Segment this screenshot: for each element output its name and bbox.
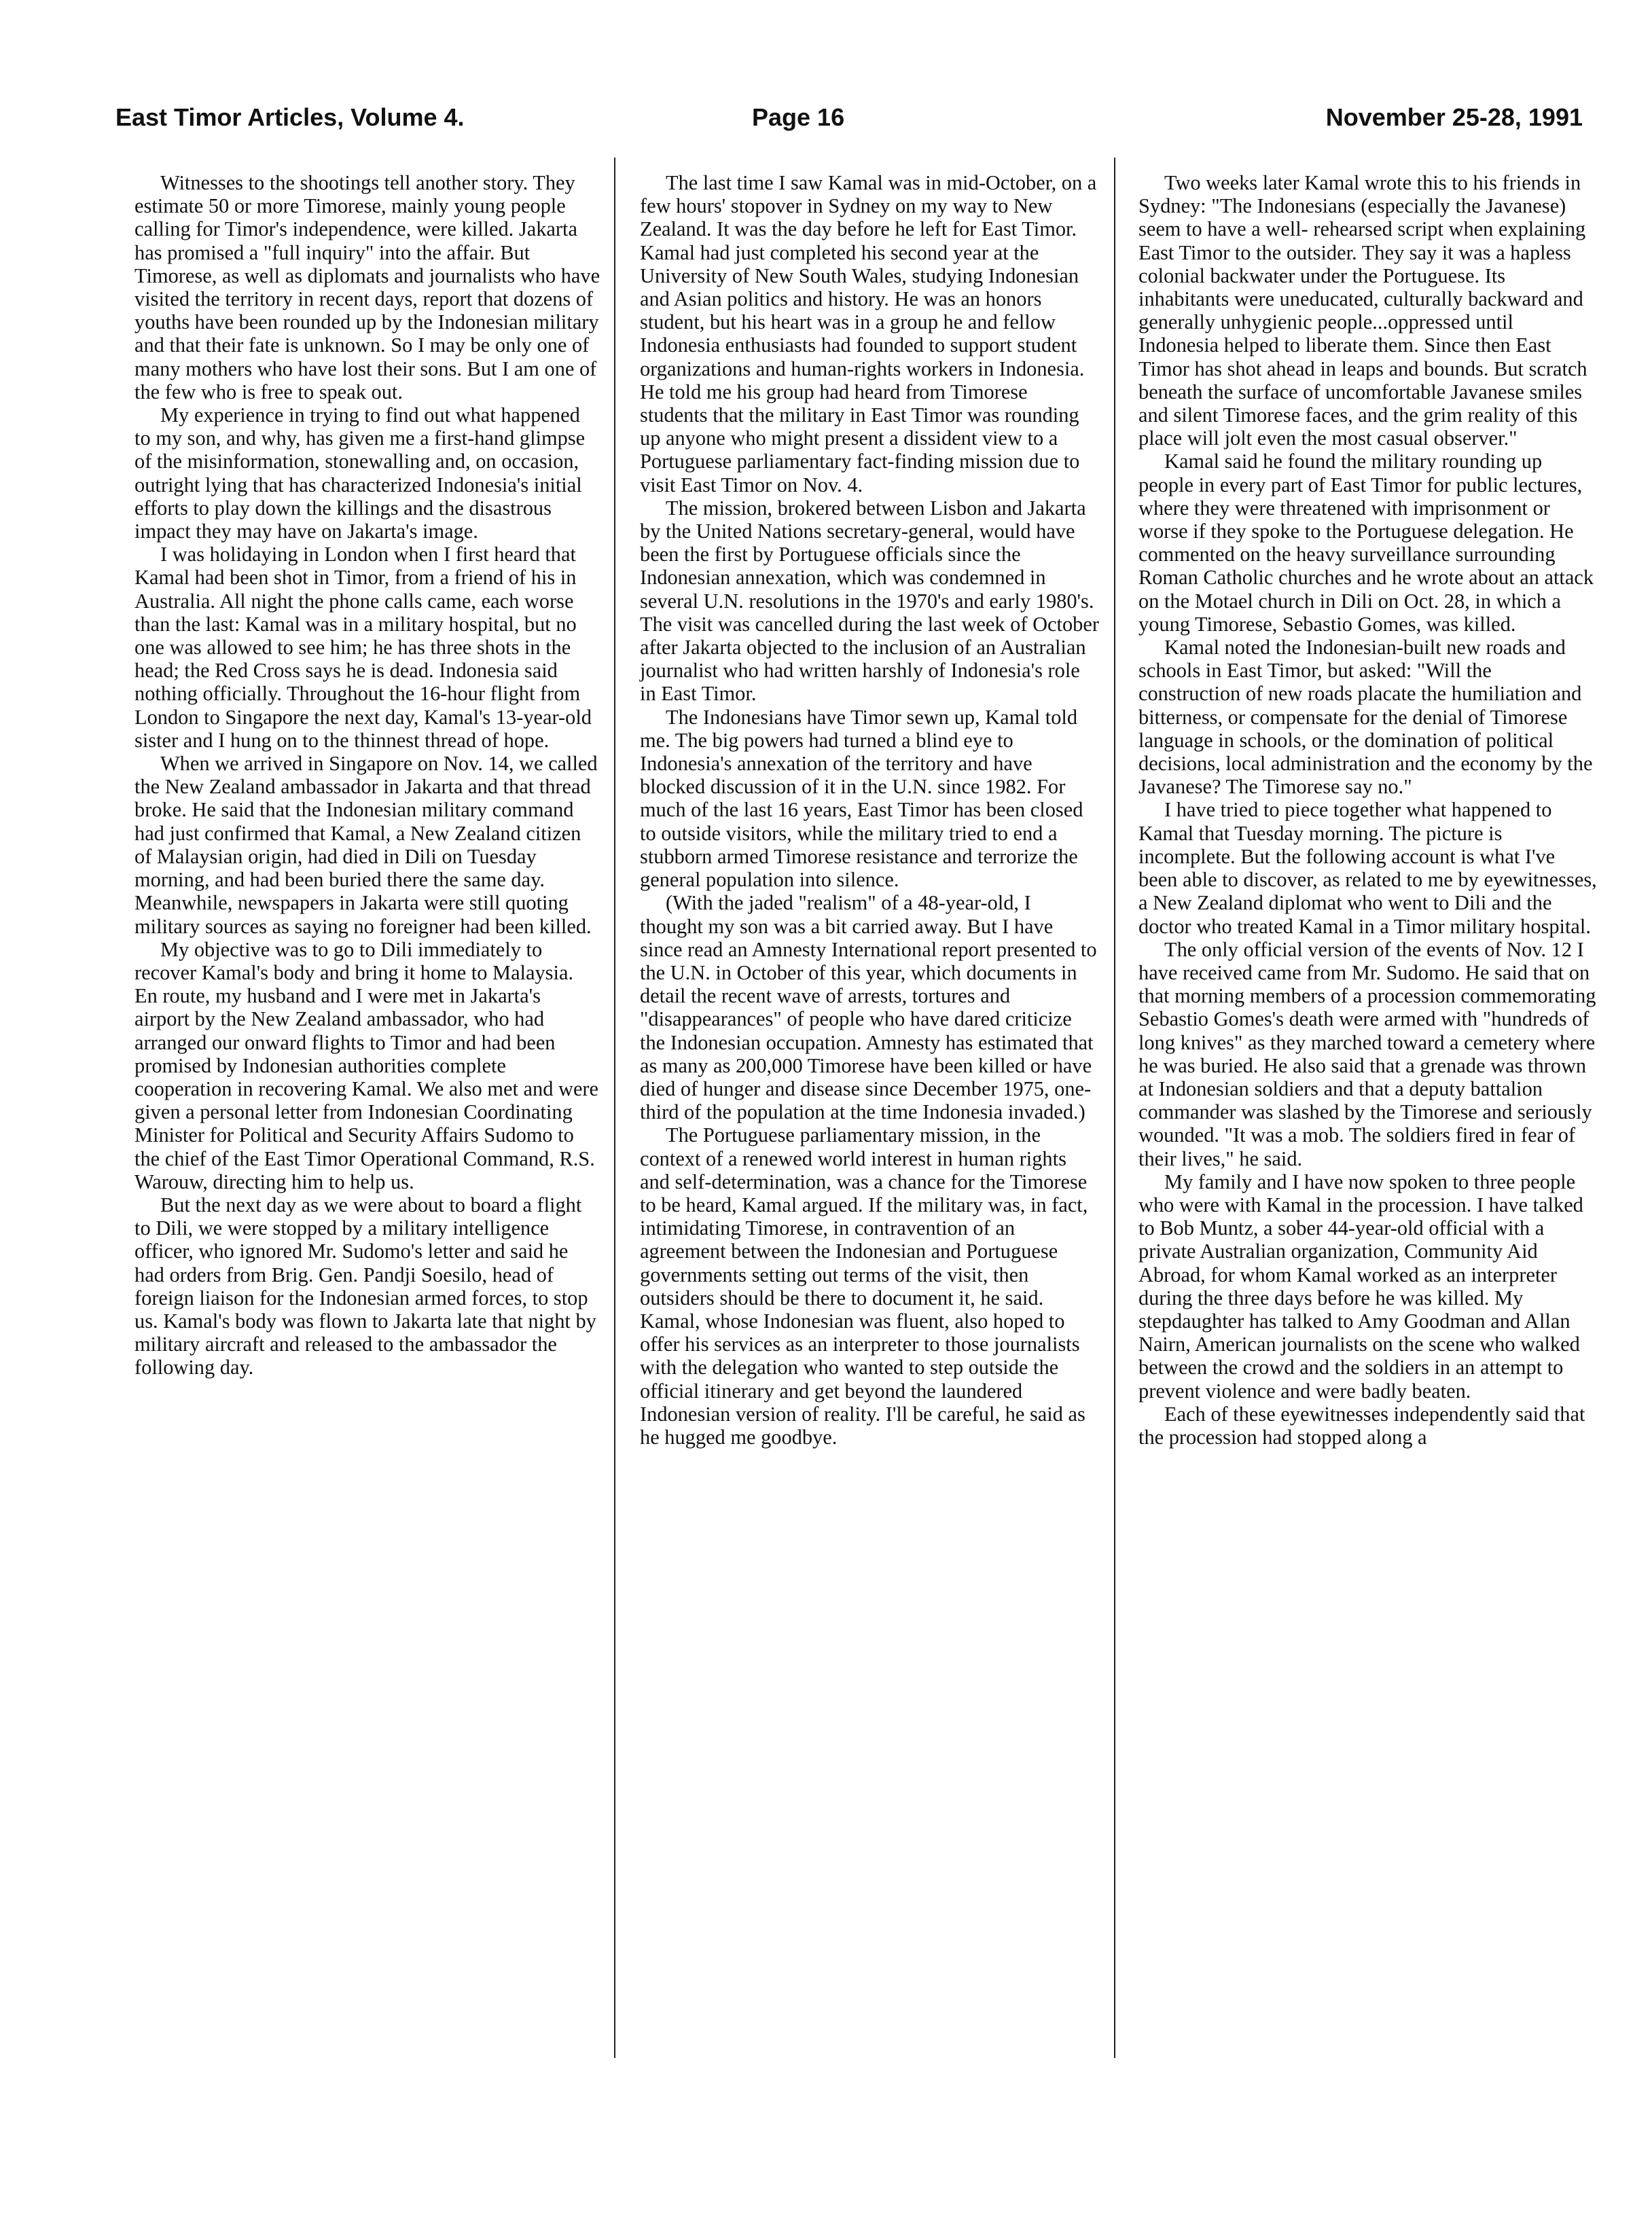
paragraph: Two weeks later Kamal wrote this to his friends in Sydney: "The Indonesians (especially the Javanese) seem to have a well- rehearsed script when explaining East Timor to the outsider. They say it was a hapless colonial backwater under the Portuguese. Its inhabitants were uneducated, culturally backward and generally unhygienic people...oppressed until Indonesia helped to liberate them. Since then East Timor has shot ahead in leaps and bounds. But scratch beneath the surface of uncomfortable Javanese smiles and silent Timorese faces, and the grim reality of this place will jolt even the most casual observer." <box>1138 171 1587 450</box>
paragraph: Kamal noted the Indonesian-built new roads and schools in East Timor, but asked: "Will the construction of new roads placate the humiliation and bitterness, or compensate for the denial of Timorese language in schools, or the domination of political decisions, local administration and the economy by the Javanese? The Timorese say no." <box>1138 636 1593 799</box>
issue-date: November 25-28, 1991 <box>1325 103 1583 131</box>
paragraph: The Portuguese parliamentary mission, in the context of a renewed world interest in human rights and self-determination, was a chance for the Timorese to be heard, Kamal argued. If the military was, in fact, intimidating Timorese, in contravention of an agreement between the Indonesian and Portuguese governments setting out terms of the visit, then outsiders should be there to document it, he said. Kamal, whose Indonesian was fluent, also hoped to offer his services as an interpreter to those journalists with the delegation who wanted to step outside the official itinerary and get beyond the laundered Indonesian version of reality. I'll be careful, he said as he hugged me goodbye. <box>640 1123 1088 1449</box>
paragraph: Each of these eyewitnesses independently said that the procession had stopped along a <box>1138 1402 1585 1449</box>
paragraph: I have tried to piece together what happened to Kamal that Tuesday morning. The picture is incomplete. But the following account is what I've been able to discover, as related to me by eyewitnesses, a New Zealand diplomat who went to Dili and the doctor who treated Kamal in a Timor military hospital. <box>1138 798 1597 938</box>
paragraph: My experience in trying to find out what happened to my son, and why, has given me a first-hand glimpse of the misinformation, stonewalling and, on occasion, outright lying that has characterized Indonesia's initial efforts to play down the killings and the disastrous impact they may have on Jakarta's image. <box>134 403 586 543</box>
page-number: Page 16 <box>752 103 845 131</box>
article-column-1 <box>134 171 600 1379</box>
column-divider <box>614 158 615 2058</box>
paragraph: The mission, brokered between Lisbon and Jakarta by the United Nations secretary-general, would have been the first by Portuguese officials since the Indonesian annexation, which was condemned in several U.N. resolutions in the 1970's and early 1980's. The visit was cancelled during the last week of October after Jakarta objected to the inclusion of an Australian journalist who had written harshly of Indonesia's role in East Timor. <box>640 496 1099 706</box>
paragraph: My objective was to go to Dili immediately to recover Kamal's body and bring it home to Malaysia. En route, my husband and I were met in Jakarta's airport by the New Zealand ambassador, who had arranged our onward flights to Timor and had been promised by Indonesian authorities complete cooperation in recovering Kamal. We also met and were given a personal letter from Indonesian Coordinating Minister for Political and Security Affairs Sudomo to the chief of the East Timor Operational Command, R.S. Warouw, directing him to help us. <box>134 937 599 1193</box>
column-divider <box>1114 158 1115 2058</box>
paragraph: Kamal said he found the military rounding up people in every part of East Timor for public lectures, where they were threatened with imprisonment or worse if they spoke to the Portuguese delegation. He commented on the heavy surveillance surrounding Roman Catholic churches and he wrote about an attack on the Motael church in Dili on Oct. 28, in which a young Timorese, Sebastio Gomes, was killed. <box>1138 450 1594 636</box>
page-header <box>0 0 1652 136</box>
paragraph: Witnesses to the shootings tell another story. They estimate 50 or more Timorese, mainly young people calling for Timor's independence, were killed. Jakarta has promised a "full inquiry" into the affair. But Timorese, as well as diplomats and journalists who have visited the territory in recent days, report that dozens of youths have been rounded up by the Indonesian military and that their fate is unknown. So I may be only one of many mothers who have lost their sons. But I am one of the few who is free to speak out. <box>134 171 600 403</box>
paragraph: My family and I have now spoken to three people who were with Kamal in the procession. I have talked to Bob Muntz, a sober 44-year-old official with a private Australian organization, Community Aid Abroad, for whom Kamal worked as an interpreter during the three days before he was killed. My stepdaughter has talked to Amy Goodman and Allan Nairn, American journalists on the scene who walked between the crowd and the soldiers in an attempt to prevent violence and were badly beaten. <box>1138 1170 1583 1403</box>
paragraph: But the next day as we were about to board a flight to Dili, we were stopped by a military intelligence officer, who ignored Mr. Sudomo's letter and said he had orders from Brig. Gen. Pandji Soesilo, head of foreign liaison for the Indonesian armed forces, to stop us. Kamal's body was flown to Jakarta late that night by military aircraft and released to the ambassador the following day. <box>134 1193 596 1379</box>
article-column-2 <box>640 171 1099 1449</box>
paragraph: When we arrived in Singapore on Nov. 14, we called the New Zealand ambassador in Jakarta and that thread broke. He said that the Indonesian military command had just confirmed that Kamal, a New Zealand citizen of Malaysian origin, had died in Dili on Tuesday morning, and had been buried there the same day. Meanwhile, newspapers in Jakarta were still quoting military sources as saying no foreigner had been killed. <box>134 752 598 938</box>
publication-title: East Timor Articles, Volume 4. <box>115 103 465 131</box>
paragraph: The last time I saw Kamal was in mid-October, on a few hours' stopover in Sydney on my way to New Zealand. It was the day before he left for East Timor. Kamal had just completed his second year at the University of New South Wales, studying Indonesian and Asian politics and history. He was an honors student, but his heart was in a group he and fellow Indonesia enthusiasts had founded to support student organizations and human-rights workers in Indonesia. He told me his group had heard from Timorese students that the military in East Timor was rounding up anyone who might present a dissident view to a Portuguese parliamentary fact-finding mission due to visit East Timor on Nov. 4. <box>640 171 1097 496</box>
paragraph: The Indonesians have Timor sewn up, Kamal told me. The big powers had turned a blind eye to Indonesia's annexation of the territory and have blocked discussion of it in the U.N. since 1982. For much of the last 16 years, East Timor has been closed to outside visitors, while the military tried to end a stubborn armed Timorese resistance and terrorize the general population into silence. <box>640 705 1083 892</box>
paragraph: I was holidaying in London when I first heard that Kamal had been shot in Timor, from a friend of his in Australia. All night the phone calls came, each worse than the last: Kamal was in a military hospital, but no one was allowed to see him; he has three shots in the head; the Red Cross says he is dead. Indonesia said nothing officially. Throughout the 16-hour flight from London to Singapore the next day, Kamal's 13-year-old sister and I hung on to the thinnest thread of hope. <box>134 543 592 752</box>
article-column-3 <box>1138 171 1598 1449</box>
paragraph: (With the jaded "realism" of a 48-year-old, I thought my son was a bit carried away. But I have since read an Amnesty International report presented to the U.N. in October of this year, which documents in detail the recent wave of arrests, tortures and "disappearances" of people who have dared criticize the Indonesian occupation. Amnesty has estimated that as many as 200,000 Timorese have been killed or have died of hunger and disease since December 1975, one-third of the population at the time Indonesia invaded.) <box>640 891 1097 1124</box>
paragraph: The only official version of the events of Nov. 12 I have received came from Mr. Sudomo. He said that on that morning members of a procession commemorating Sebastio Gomes's death were armed with "hundreds of long knives" as they marched toward a cemetery where he was buried. He also said that a grenade was thrown at Indonesian soldiers and that a deputy battalion commander was slashed by the Timorese and seriously wounded. "It was a mob. The soldiers fired in fear of their lives," he said. <box>1138 937 1596 1170</box>
